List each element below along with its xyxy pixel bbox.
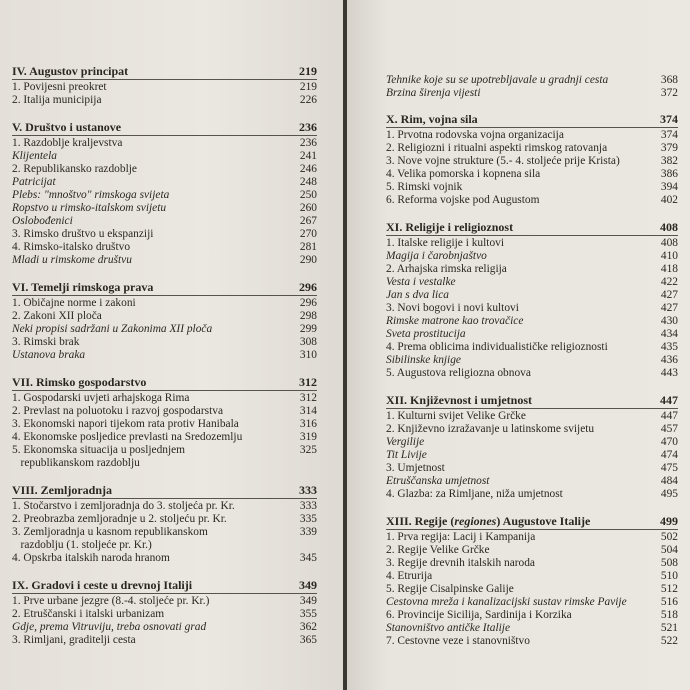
entry-title: VIII. Zemljoradnja bbox=[12, 483, 113, 497]
toc-entry bbox=[12, 526, 317, 552]
toc-subentry bbox=[386, 475, 678, 488]
page-number: 434 bbox=[660, 328, 678, 340]
page-number: 236 bbox=[299, 137, 317, 149]
page-number: 365 bbox=[299, 634, 317, 646]
entry-title: Plebs: "mnoštvo" rimskoga svijeta bbox=[12, 189, 170, 201]
heading-divider bbox=[386, 529, 678, 530]
page-number: 319 bbox=[299, 431, 317, 443]
page-number: 475 bbox=[660, 462, 678, 474]
toc-subentry bbox=[12, 349, 317, 362]
entry-title: 2. Književno izražavanje u latinskome svijetu bbox=[386, 423, 595, 435]
entry-title: XI. Religije i religioznost bbox=[386, 220, 514, 234]
entry-title: 4. Rimsko-italsko društvo bbox=[12, 241, 131, 253]
page-number: 408 bbox=[660, 237, 678, 249]
toc-entry bbox=[386, 609, 678, 622]
chapter-heading bbox=[12, 578, 317, 592]
toc-subentry bbox=[12, 323, 317, 336]
entry-title: 5. Ekonomska situacija u posljednjem republikanskom razdoblju bbox=[12, 444, 186, 469]
entry-title: 7. Cestovne veze i stanovništvo bbox=[386, 635, 530, 647]
heading-divider bbox=[386, 127, 678, 128]
toc-entry bbox=[12, 392, 317, 405]
entry-title: Patricijat bbox=[12, 176, 56, 188]
page-number: 349 bbox=[299, 595, 317, 607]
toc-entry bbox=[12, 444, 317, 470]
toc-entry bbox=[386, 423, 678, 436]
toc-subentry bbox=[386, 328, 678, 341]
toc-entry bbox=[386, 570, 678, 583]
page-number: 250 bbox=[299, 189, 317, 201]
entry-title: Ustanova braka bbox=[12, 349, 86, 361]
entry-title: 1. Kulturni svijet Velike Grčke bbox=[386, 410, 526, 422]
toc-entry bbox=[386, 302, 678, 315]
page-number: 296 bbox=[299, 297, 317, 309]
entry-title: 4. Etrurija bbox=[386, 570, 433, 582]
entry-title bbox=[386, 514, 644, 528]
entry-title: Etruščanska umjetnost bbox=[386, 475, 490, 487]
entry-title: 4. Prema oblicima individualističke religioznosti bbox=[386, 341, 608, 353]
entry-title: 2. Preobrazba zemljoradnje u 2. stoljeću pr. Kr. bbox=[12, 513, 227, 525]
entry-title: 1. Povijesni preokret bbox=[12, 81, 107, 93]
toc-entry bbox=[386, 583, 678, 596]
toc-entry bbox=[12, 297, 317, 310]
toc-entry bbox=[386, 462, 678, 475]
entry-title: 2. Regije Velike Grčke bbox=[386, 544, 490, 556]
page-number: 374 bbox=[660, 112, 678, 126]
page-number: 299 bbox=[299, 323, 317, 335]
toc-entry bbox=[12, 137, 317, 150]
chapter-heading bbox=[12, 483, 317, 497]
toc-entry bbox=[12, 418, 317, 431]
entry-title: Neki propisi sadržani u Zakonima XII ploča bbox=[12, 323, 213, 335]
page-number: 226 bbox=[299, 94, 317, 106]
page-number: 436 bbox=[660, 354, 678, 366]
page-number: 516 bbox=[660, 596, 678, 608]
heading-divider bbox=[12, 390, 317, 391]
entry-title: 3. Nove vojne strukture (5.- 4. stoljeće prije Krista) bbox=[386, 155, 620, 167]
title-part: ) Augustove Italije bbox=[496, 514, 591, 528]
page-number: 281 bbox=[299, 241, 317, 253]
page-number: 241 bbox=[299, 150, 317, 162]
page-number: 349 bbox=[299, 578, 317, 592]
page-number: 410 bbox=[660, 250, 678, 262]
page-number: 447 bbox=[660, 410, 678, 422]
entry-title: 4. Velika pomorska i kopnena sila bbox=[386, 168, 541, 180]
page-number: 474 bbox=[660, 449, 678, 461]
toc-entry bbox=[12, 336, 317, 349]
toc-section bbox=[12, 483, 317, 565]
entry-title: 1. Gospodarski uvjeti arhajskoga Rima bbox=[12, 392, 190, 404]
toc-section bbox=[386, 393, 678, 501]
page-number: 236 bbox=[299, 120, 317, 134]
page-number: 504 bbox=[660, 544, 678, 556]
page-number: 219 bbox=[299, 64, 317, 78]
entry-title: 1. Običajne norme i zakoni bbox=[12, 297, 136, 309]
entry-title: 1. Prve urbane jezgre (8.-4. stoljeće pr. Kr.) bbox=[12, 595, 210, 607]
toc-subentry bbox=[12, 150, 317, 163]
toc-entry bbox=[12, 608, 317, 621]
toc-subentry bbox=[12, 189, 317, 202]
chapter-heading bbox=[12, 64, 317, 78]
page-number: 508 bbox=[660, 557, 678, 569]
entry-title: 1. Prva regija: Lacij i Kampanija bbox=[386, 531, 536, 543]
toc-entry bbox=[12, 310, 317, 323]
page-number: 422 bbox=[660, 276, 678, 288]
page-number: 443 bbox=[660, 367, 678, 379]
toc-entry bbox=[386, 263, 678, 276]
entry-title: 1. Prvotna rodovska vojna organizacija bbox=[386, 129, 564, 141]
entry-title: Vergilije bbox=[386, 436, 425, 448]
page-number: 402 bbox=[660, 194, 678, 206]
toc-subentry bbox=[386, 354, 678, 367]
toc-subentry bbox=[12, 202, 317, 215]
toc-subentry bbox=[386, 87, 678, 100]
entry-title: 5. Rimski vojnik bbox=[386, 181, 463, 193]
page-number: 521 bbox=[660, 622, 678, 634]
toc-entry bbox=[386, 410, 678, 423]
entry-title: Jan s dva lica bbox=[386, 289, 449, 301]
page-number: 248 bbox=[299, 176, 317, 188]
entry-title: 4. Opskrba italskih naroda hranom bbox=[12, 552, 170, 564]
entry-title: Oslobođenici bbox=[12, 215, 73, 227]
page-number: 435 bbox=[660, 341, 678, 353]
heading-divider bbox=[12, 135, 317, 136]
page-number: 382 bbox=[660, 155, 678, 167]
page-number: 335 bbox=[299, 513, 317, 525]
page-number: 333 bbox=[299, 483, 317, 497]
toc-entry bbox=[386, 635, 678, 648]
entry-title: 3. Rimski brak bbox=[12, 336, 80, 348]
entry-title: 5. Augustova religiozna obnova bbox=[386, 367, 531, 379]
entry-title: VII. Rimsko gospodarstvo bbox=[12, 375, 147, 389]
toc-subentry bbox=[386, 596, 678, 609]
page-number: 427 bbox=[660, 289, 678, 301]
heading-divider bbox=[12, 498, 317, 499]
entry-title: 3. Novi bogovi i novi kultovi bbox=[386, 302, 519, 314]
page-number: 308 bbox=[299, 336, 317, 348]
entry-title: 3. Rimsko društvo u ekspanziji bbox=[12, 228, 154, 240]
page-number: 447 bbox=[660, 393, 678, 407]
toc-entry bbox=[12, 431, 317, 444]
entry-title: Cestovna mreža i kanalizacijski sustav rimske Pavije bbox=[386, 596, 627, 608]
entry-title: VI. Temelji rimskoga prava bbox=[12, 280, 154, 294]
right-toc-column bbox=[386, 74, 678, 661]
heading-divider bbox=[386, 408, 678, 409]
page-number: 368 bbox=[660, 74, 678, 86]
page-number: 372 bbox=[660, 87, 678, 99]
page-number: 325 bbox=[299, 444, 317, 456]
entry-title: Tit Livije bbox=[386, 449, 427, 461]
toc-entry bbox=[12, 513, 317, 526]
page-number: 430 bbox=[660, 315, 678, 327]
toc-entry bbox=[12, 81, 317, 94]
heading-divider bbox=[12, 295, 317, 296]
chapter-heading bbox=[386, 514, 678, 528]
toc-entry bbox=[386, 367, 678, 380]
entry-title: Magija i čarobnjaštvo bbox=[386, 250, 487, 262]
left-toc-column bbox=[12, 64, 317, 660]
toc-entry bbox=[12, 241, 317, 254]
page-number: 518 bbox=[660, 609, 678, 621]
page-number: 374 bbox=[660, 129, 678, 141]
page-number: 427 bbox=[660, 302, 678, 314]
chapter-heading bbox=[12, 120, 317, 134]
toc-subentry bbox=[12, 621, 317, 634]
page-number: 246 bbox=[299, 163, 317, 175]
entry-title: 2. Italija municipija bbox=[12, 94, 102, 106]
heading-divider bbox=[386, 235, 678, 236]
entry-title: 1. Stočarstvo i zemljoradnja do 3. stoljeća pr. Kr. bbox=[12, 500, 235, 512]
entry-title: 2. Zakoni XII ploča bbox=[12, 310, 102, 322]
entry-title: Sveta prostitucija bbox=[386, 328, 466, 340]
toc-subentry bbox=[386, 276, 678, 289]
chapter-heading bbox=[386, 112, 678, 126]
toc-section bbox=[12, 578, 317, 647]
toc-entry bbox=[386, 531, 678, 544]
toc-section bbox=[12, 64, 317, 107]
page-number: 495 bbox=[660, 488, 678, 500]
toc-section bbox=[386, 514, 678, 648]
toc-subentry bbox=[12, 254, 317, 267]
entry-title: Tehnike koje su se upotrebljavale u gradnji cesta bbox=[386, 74, 609, 86]
page-number: 499 bbox=[660, 514, 678, 528]
entry-title: 2. Etruščanski i italski urbanizam bbox=[12, 608, 165, 620]
toc-subentry bbox=[386, 250, 678, 263]
toc-entry bbox=[12, 552, 317, 565]
page-number: 267 bbox=[299, 215, 317, 227]
toc-continued-entries bbox=[386, 74, 678, 100]
toc-subentry bbox=[12, 176, 317, 189]
entry-title: 2. Prevlast na poluotoku i razvoj gospodarstva bbox=[12, 405, 224, 417]
toc-entry bbox=[12, 634, 317, 647]
page-number: 510 bbox=[660, 570, 678, 582]
title-part: XIII. Regije ( bbox=[386, 514, 455, 528]
toc-subentry bbox=[386, 289, 678, 302]
toc-entry bbox=[386, 341, 678, 354]
toc-entry bbox=[12, 595, 317, 608]
entry-title: 3. Rimljani, graditelji cesta bbox=[12, 634, 136, 646]
entry-title: 2. Arhajska rimska religija bbox=[386, 263, 507, 275]
entry-title: 2. Religiozni i ritualni aspekti rimskog ratovanja bbox=[386, 142, 608, 154]
entry-title: Stanovništvo antičke Italije bbox=[386, 622, 510, 634]
page-number: 502 bbox=[660, 531, 678, 543]
entry-title: 3. Regije drevnih italskih naroda bbox=[386, 557, 535, 569]
entry-title: 6. Provincije Sicilija, Sardinija i Korzika bbox=[386, 609, 572, 621]
entry-title: 1. Razdoblje kraljevstva bbox=[12, 137, 123, 149]
toc-entry bbox=[12, 228, 317, 241]
toc-entry bbox=[386, 129, 678, 142]
entry-title: Brzina širenja vijesti bbox=[386, 87, 481, 99]
entry-title: Ropstvo u rimsko-italskom svijetu bbox=[12, 202, 167, 214]
entry-title: 3. Zemljoradnja u kasnom republikanskom razdoblju (1. stoljeće pr. Kr.) bbox=[12, 526, 208, 551]
page-number: 333 bbox=[299, 500, 317, 512]
entry-title: Gdje, prema Vitruviju, treba osnovati grad bbox=[12, 621, 207, 633]
chapter-heading bbox=[12, 375, 317, 389]
page-number: 270 bbox=[299, 228, 317, 240]
page-number: 362 bbox=[299, 621, 317, 633]
page-number: 470 bbox=[660, 436, 678, 448]
toc-section bbox=[12, 280, 317, 362]
toc-subentry bbox=[386, 315, 678, 328]
entry-title: 4. Glazba: za Rimljane, niža umjetnost bbox=[386, 488, 563, 500]
entry-title: 1. Italske religije i kultovi bbox=[386, 237, 504, 249]
page-number: 355 bbox=[299, 608, 317, 620]
page-number: 418 bbox=[660, 263, 678, 275]
entry-title: Mladi u rimskome društvu bbox=[12, 254, 132, 266]
toc-entry bbox=[386, 194, 678, 207]
entry-title: Vesta i vestalke bbox=[386, 276, 456, 288]
entry-title: 2. Republikansko razdoblje bbox=[12, 163, 137, 175]
heading-divider bbox=[12, 593, 317, 594]
page-number: 314 bbox=[299, 405, 317, 417]
toc-entry bbox=[386, 488, 678, 501]
page-number: 386 bbox=[660, 168, 678, 180]
page-number: 408 bbox=[660, 220, 678, 234]
page-number: 339 bbox=[299, 526, 317, 538]
page-number: 312 bbox=[299, 375, 317, 389]
toc-entry bbox=[386, 142, 678, 155]
toc-entry bbox=[12, 163, 317, 176]
page-number: 310 bbox=[299, 349, 317, 361]
page-number: 290 bbox=[299, 254, 317, 266]
toc-entry bbox=[386, 557, 678, 570]
page-number: 219 bbox=[299, 81, 317, 93]
toc-entry bbox=[386, 155, 678, 168]
page-number: 522 bbox=[660, 635, 678, 647]
chapter-heading bbox=[386, 220, 678, 234]
toc-entry bbox=[386, 544, 678, 557]
toc-entry bbox=[12, 405, 317, 418]
entry-title: 4. Ekonomske posljedice prevlasti na Sredozemlju bbox=[12, 431, 243, 443]
entry-title: Rimske matrone kao trovačice bbox=[386, 315, 524, 327]
page-number: 312 bbox=[299, 392, 317, 404]
toc-entry bbox=[12, 500, 317, 513]
toc-subentry bbox=[386, 436, 678, 449]
page-number: 316 bbox=[299, 418, 317, 430]
toc-section bbox=[386, 112, 678, 207]
entry-title: Klijentela bbox=[12, 150, 57, 162]
page-number: 345 bbox=[299, 552, 317, 564]
page-number: 298 bbox=[299, 310, 317, 322]
title-italic-part: regiones bbox=[454, 514, 497, 528]
page-number: 457 bbox=[660, 423, 678, 435]
page-number: 379 bbox=[660, 142, 678, 154]
toc-entry bbox=[386, 168, 678, 181]
entry-title: 3. Ekonomski napori tijekom rata protiv Hanibala bbox=[12, 418, 239, 430]
entry-title: 6. Reforma vojske pod Augustom bbox=[386, 194, 540, 206]
toc-entry bbox=[386, 237, 678, 250]
page-number: 484 bbox=[660, 475, 678, 487]
toc-subentry bbox=[386, 74, 678, 87]
entry-title: 3. Umjetnost bbox=[386, 462, 445, 474]
toc-section bbox=[12, 120, 317, 267]
toc-entry bbox=[386, 181, 678, 194]
heading-divider bbox=[12, 79, 317, 80]
page-number: 296 bbox=[299, 280, 317, 294]
page-number: 512 bbox=[660, 583, 678, 595]
chapter-heading bbox=[12, 280, 317, 294]
entry-title: 5. Regije Cisalpinske Galije bbox=[386, 583, 514, 595]
page-number: 260 bbox=[299, 202, 317, 214]
toc-subentry bbox=[386, 622, 678, 635]
entry-title: XII. Književnost i umjetnost bbox=[386, 393, 532, 407]
entry-title: IX. Gradovi i ceste u drevnoj Italiji bbox=[12, 578, 193, 592]
page-number: 394 bbox=[660, 181, 678, 193]
toc-entry bbox=[12, 94, 317, 107]
toc-section bbox=[386, 220, 678, 380]
toc-subentry bbox=[12, 215, 317, 228]
chapter-heading bbox=[386, 393, 678, 407]
entry-title: IV. Augustov principat bbox=[12, 64, 129, 78]
entry-title: X. Rim, vojna sila bbox=[386, 112, 478, 126]
entry-title: V. Društvo i ustanove bbox=[12, 120, 122, 134]
toc-section bbox=[12, 375, 317, 470]
toc-subentry bbox=[386, 449, 678, 462]
entry-title: Sibilinske knjige bbox=[386, 354, 461, 366]
